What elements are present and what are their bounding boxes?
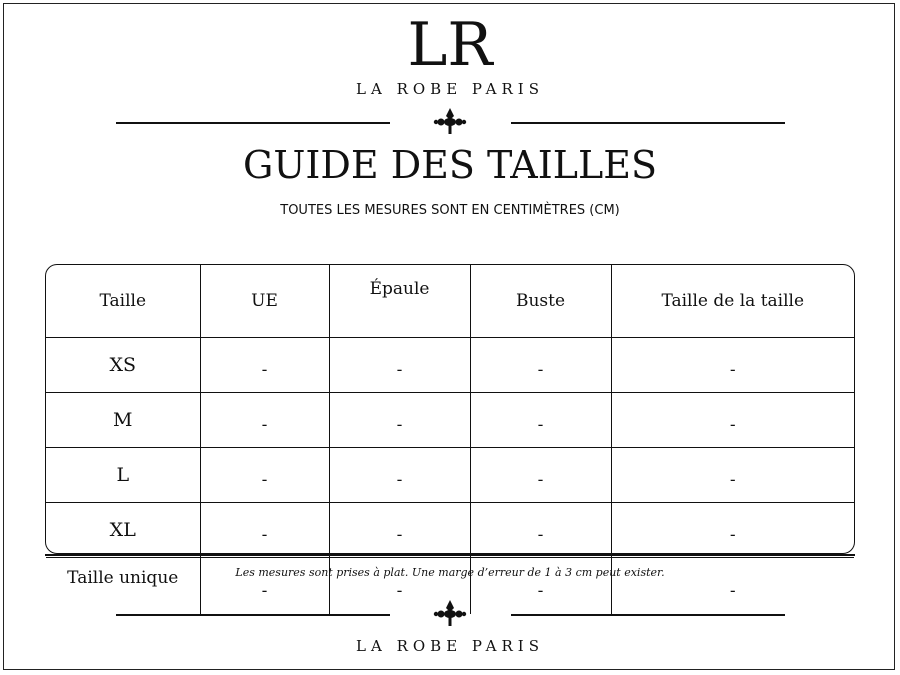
footer-brand-name: LA ROBE PARIS: [356, 637, 544, 655]
size-cell: Taille unique: [46, 558, 200, 615]
divider-left-bottom: [116, 614, 390, 616]
fleur-de-lis-icon: [430, 598, 470, 628]
value-cell: -: [611, 558, 854, 615]
header-buste: Buste: [470, 265, 611, 338]
value-cell: -: [200, 338, 329, 393]
value-cell: -: [470, 503, 611, 558]
header-epaule: Épaule: [329, 265, 470, 338]
divider-left: [116, 122, 390, 124]
measurement-note: Les mesures sont prises à plat. Une marge d’erreur de 1 à 3 cm peut exister.: [235, 566, 665, 579]
header-ue: UE: [200, 265, 329, 338]
table-row: [46, 393, 854, 448]
value-cell: -: [200, 393, 329, 448]
value-cell: -: [611, 338, 854, 393]
value-cell: -: [200, 448, 329, 503]
value-cell: -: [470, 558, 611, 615]
value-cell: -: [200, 558, 329, 615]
value-cell: -: [470, 448, 611, 503]
divider-right-bottom: [511, 614, 785, 616]
table-base-line: [45, 554, 855, 556]
value-cell: -: [470, 338, 611, 393]
value-cell: -: [329, 448, 470, 503]
page-title: GUIDE DES TAILLES: [243, 143, 657, 187]
size-cell: XL: [46, 503, 200, 558]
value-cell: -: [329, 338, 470, 393]
size-cell: XS: [46, 338, 200, 393]
value-cell: -: [329, 558, 470, 615]
divider-right: [511, 122, 785, 124]
page-subtitle: TOUTES LES MESURES SONT EN CENTIMÈTRES (CM): [280, 203, 620, 218]
value-cell: -: [611, 503, 854, 558]
size-table: [46, 265, 854, 614]
brand-name: LA ROBE PARIS: [356, 80, 544, 98]
header-taille: Taille: [46, 265, 200, 338]
value-cell: -: [611, 393, 854, 448]
value-cell: -: [329, 393, 470, 448]
size-cell: L: [46, 448, 200, 503]
table-row: [46, 338, 854, 393]
value-cell: -: [611, 448, 854, 503]
size-cell: M: [46, 393, 200, 448]
table-row: [46, 503, 854, 558]
value-cell: -: [470, 393, 611, 448]
value-cell: -: [200, 503, 329, 558]
header-taille-de-la-taille: Taille de la taille: [611, 265, 854, 338]
table-header-row: [46, 265, 854, 338]
fleur-de-lis-icon: [430, 106, 470, 136]
value-cell: -: [329, 503, 470, 558]
brand-logo: LR: [407, 10, 493, 80]
table-row: [46, 448, 854, 503]
